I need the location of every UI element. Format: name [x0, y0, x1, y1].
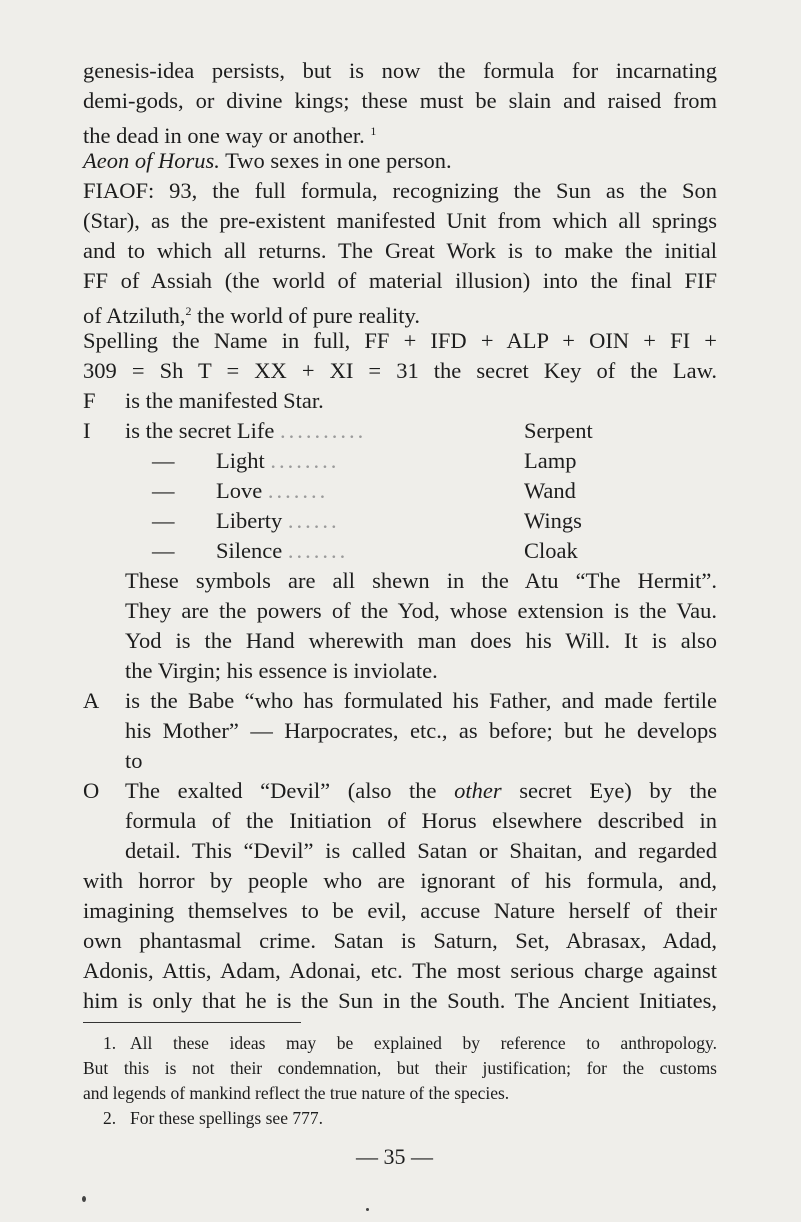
hermit-line-4: the Virgin; his essence is inviolate.	[125, 658, 438, 683]
o-line-7: Adonis, Attis, Adam, Adonai, etc. The most serious charge against	[83, 958, 717, 983]
footnote-1-line-1: All these ideas may be explained by reference to anthropology.	[130, 1033, 717, 1053]
o-line-8: him is only that he is the Sun in the South. The Ancient Initiates,	[83, 988, 717, 1013]
scan-speck	[366, 1208, 369, 1211]
text-line-11: 309 = Sh T = XX + XI = 31 the secret Key of the Law.	[83, 358, 717, 383]
o-line-2: formula of the Initiation of Horus elsewhere described in	[125, 808, 717, 833]
aeon-title: Aeon of Horus.	[83, 148, 220, 173]
footnote-1-number: 1.	[103, 1033, 117, 1053]
text-line-3: the dead in one way or another. $^1$	[83, 123, 377, 148]
o-line-4: with horror by people who are ignorant of his formula, and,	[83, 868, 717, 893]
letter-i-entry: I	[83, 418, 91, 443]
o-line-1: The exalted “Devil” (also the other secret Eye) by the	[125, 778, 717, 803]
symbol-row: —	[152, 508, 175, 533]
letter-f-entry: F	[83, 388, 96, 413]
a-line-3: to	[125, 748, 143, 773]
symbol-row: —	[152, 538, 175, 563]
a-line-1: is the Babe “who has formulated his Father, and made fertile	[125, 688, 717, 713]
hermit-line-2: They are the powers of the Yod, whose extension is the Vau.	[125, 598, 717, 623]
o-line-6: own phantasmal crime. Satan is Saturn, Set, Abrasax, Adad,	[83, 928, 717, 953]
symbol-value: Cloak	[524, 538, 578, 563]
text-line-2: demi-gods, or divine kings; these must be slain and raised from	[83, 88, 717, 113]
o-line-5: imagining themselves to be evil, accuse Nature herself of their	[83, 898, 717, 923]
text-line-8: FF of Assiah (the world of material illusion) into the final FIF	[83, 268, 717, 293]
symbol-row-name: Silence .......	[216, 538, 349, 563]
symbol-row-name: Love .......	[216, 478, 329, 503]
footnote-2-number: 2.	[103, 1108, 117, 1128]
text-line-10: Spelling the Name in full, FF + IFD + ALP + OIN + FI +	[83, 328, 717, 353]
symbol-value: Serpent	[524, 418, 593, 443]
symbol-row: —	[152, 478, 175, 503]
footnote-1-line-3: and legends of mankind reflect the true nature of the species.	[83, 1083, 510, 1103]
footnote-2-text: For these spellings see 777.	[130, 1108, 323, 1128]
letter-f-text: is the manifested Star.	[125, 388, 324, 413]
symbol-value: Wand	[524, 478, 576, 503]
symbol-row-name: Light ........	[216, 448, 340, 473]
text-line-1: genesis-idea persists, but is now the formula for incarnating	[83, 58, 717, 83]
letter-a-entry: A	[83, 688, 100, 713]
footnote-1-line-2: But this is not their condemnation, but their justification; for the customs	[83, 1058, 717, 1078]
symbol-row: is the secret Life ..........	[125, 418, 367, 443]
footnote-ref-2[interactable]: 2	[185, 304, 192, 318]
text-line-7: and to which all returns. The Great Work is to make the initial	[83, 238, 717, 263]
symbol-row-name: Liberty ......	[216, 508, 340, 533]
scan-speck	[82, 1196, 86, 1202]
footnote-ref-1[interactable]: 1	[370, 124, 377, 138]
text-line-5: FIAOF: 93, the full formula, recognizing the Sun as the Son	[83, 178, 717, 203]
a-line-2: his Mother” — Harpocrates, etc., as before; but he develops	[125, 718, 717, 743]
hermit-line-3: Yod is the Hand wherewith man does his Will. It is also	[125, 628, 717, 653]
text-line-4: Aeon of Horus. Two sexes in one person.	[83, 148, 452, 173]
hermit-line-1: These symbols are all shewn in the Atu “The Hermit”.	[125, 568, 717, 593]
symbol-value: Wings	[524, 508, 582, 533]
o-line-3: detail. This “Devil” is called Satan or Shaitan, and regarded	[125, 838, 717, 863]
letter-o-entry: O	[83, 778, 100, 803]
page-number: — 35 —	[356, 1144, 433, 1169]
text-line-6: (Star), as the pre-existent manifested Unit from which all springs	[83, 208, 717, 233]
symbol-row: —	[152, 448, 175, 473]
footnote-divider	[83, 1022, 301, 1023]
text-line-9: of Atziluth,$^2$ the world of pure reality.	[83, 303, 420, 328]
symbol-value: Lamp	[524, 448, 577, 473]
